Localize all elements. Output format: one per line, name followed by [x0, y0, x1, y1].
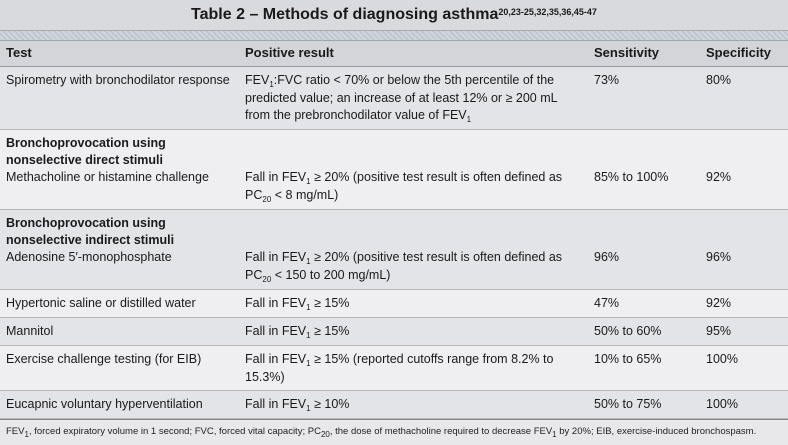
table-row: [0, 290, 788, 318]
header-positive-result: Positive result: [239, 41, 588, 67]
group-heading: Bronchoprovocation using nonselective indirect stimuli: [6, 216, 175, 247]
test-cell: Exercise challenge testing (for EIB): [0, 346, 239, 391]
table-row: [0, 210, 788, 290]
sensitivity-cell: 85% to 100%: [588, 130, 700, 210]
test-cell: Spirometry with bronchodilator response: [0, 67, 239, 130]
table-row: [0, 391, 788, 419]
header-test: Test: [0, 41, 239, 67]
specificity-cell: 92%: [700, 290, 788, 318]
specificity-cell: 100%: [700, 391, 788, 419]
specificity-cell: 95%: [700, 318, 788, 346]
decorative-stripe: [0, 31, 788, 41]
test-cell: Bronchoprovocation using nonselective direct stimuli Methacholine or histamine challenge: [0, 130, 239, 210]
specificity-cell: 96%: [700, 210, 788, 290]
test-cell: Hypertonic saline or distilled water: [0, 290, 239, 318]
table-row: [0, 67, 788, 130]
sensitivity-cell: 47%: [588, 290, 700, 318]
table-title: [0, 0, 788, 31]
result-cell: Fall in $FEV_1 \ge 20\%$ (positive test result is often defined as $PC_{20} < 150$ to 200 mg/mL): [239, 210, 588, 290]
table-row: [0, 130, 788, 210]
group-heading: Bronchoprovocation using nonselective direct stimuli: [6, 136, 166, 167]
sensitivity-cell: 10% to 65%: [588, 346, 700, 391]
result-cell: Fall in $FEV_1 \ge 15\%$ (reported cutoffs range from 8.2% to 15.3%): [239, 346, 588, 391]
table-row: [0, 346, 788, 391]
result-cell: Fall in $FEV_1 \ge 20\%$ (positive test result is often defined as $PC_{20} < 8$ mg/mL): [239, 130, 588, 210]
result-cell: Fall in $FEV_1 \ge 15\%$: [239, 318, 588, 346]
specificity-cell: 92%: [700, 130, 788, 210]
test-cell: Bronchoprovocation using nonselective indirect stimuli Adenosine 5′-monophosphate: [0, 210, 239, 290]
header-sensitivity: Sensitivity: [588, 41, 700, 67]
sensitivity-cell: 96%: [588, 210, 700, 290]
title-text: Table 2 – Methods of diagnosing asthma: [191, 6, 499, 23]
sensitivity-cell: 50% to 60%: [588, 318, 700, 346]
specificity-cell: 100%: [700, 346, 788, 391]
title-references: 20,23-25,32,35,36,45-47: [498, 7, 597, 17]
header-specificity: Specificity: [700, 41, 788, 67]
specificity-cell: 80%: [700, 67, 788, 130]
table-header-row: [0, 41, 788, 67]
sensitivity-cell: 50% to 75%: [588, 391, 700, 419]
result-cell: Fall in $FEV_1 \ge 10\%$: [239, 391, 588, 419]
result-cell: $FEV_1:FVC$ ratio < 70% or below the 5th percentile of the predicted value; an increase of at least 12% or ≥ 200 mL from the prebronchodilator value of $FEV_1$: [239, 67, 588, 130]
result-cell: Fall in $FEV_1 \ge 15\%$: [239, 290, 588, 318]
sensitivity-cell: 73%: [588, 67, 700, 130]
test-cell: Eucapnic voluntary hyperventilation: [0, 391, 239, 419]
test-cell: Mannitol: [0, 318, 239, 346]
table-footnote: $FEV_1$, forced expiratory volume in 1 second; FVC, forced vital capacity; $PC_{20}$, the dose of methacholine required to decrease $FEV_1$ by 20%; EIB, exercise-induced bronchospasm.: [0, 419, 788, 443]
table-row: [0, 318, 788, 346]
